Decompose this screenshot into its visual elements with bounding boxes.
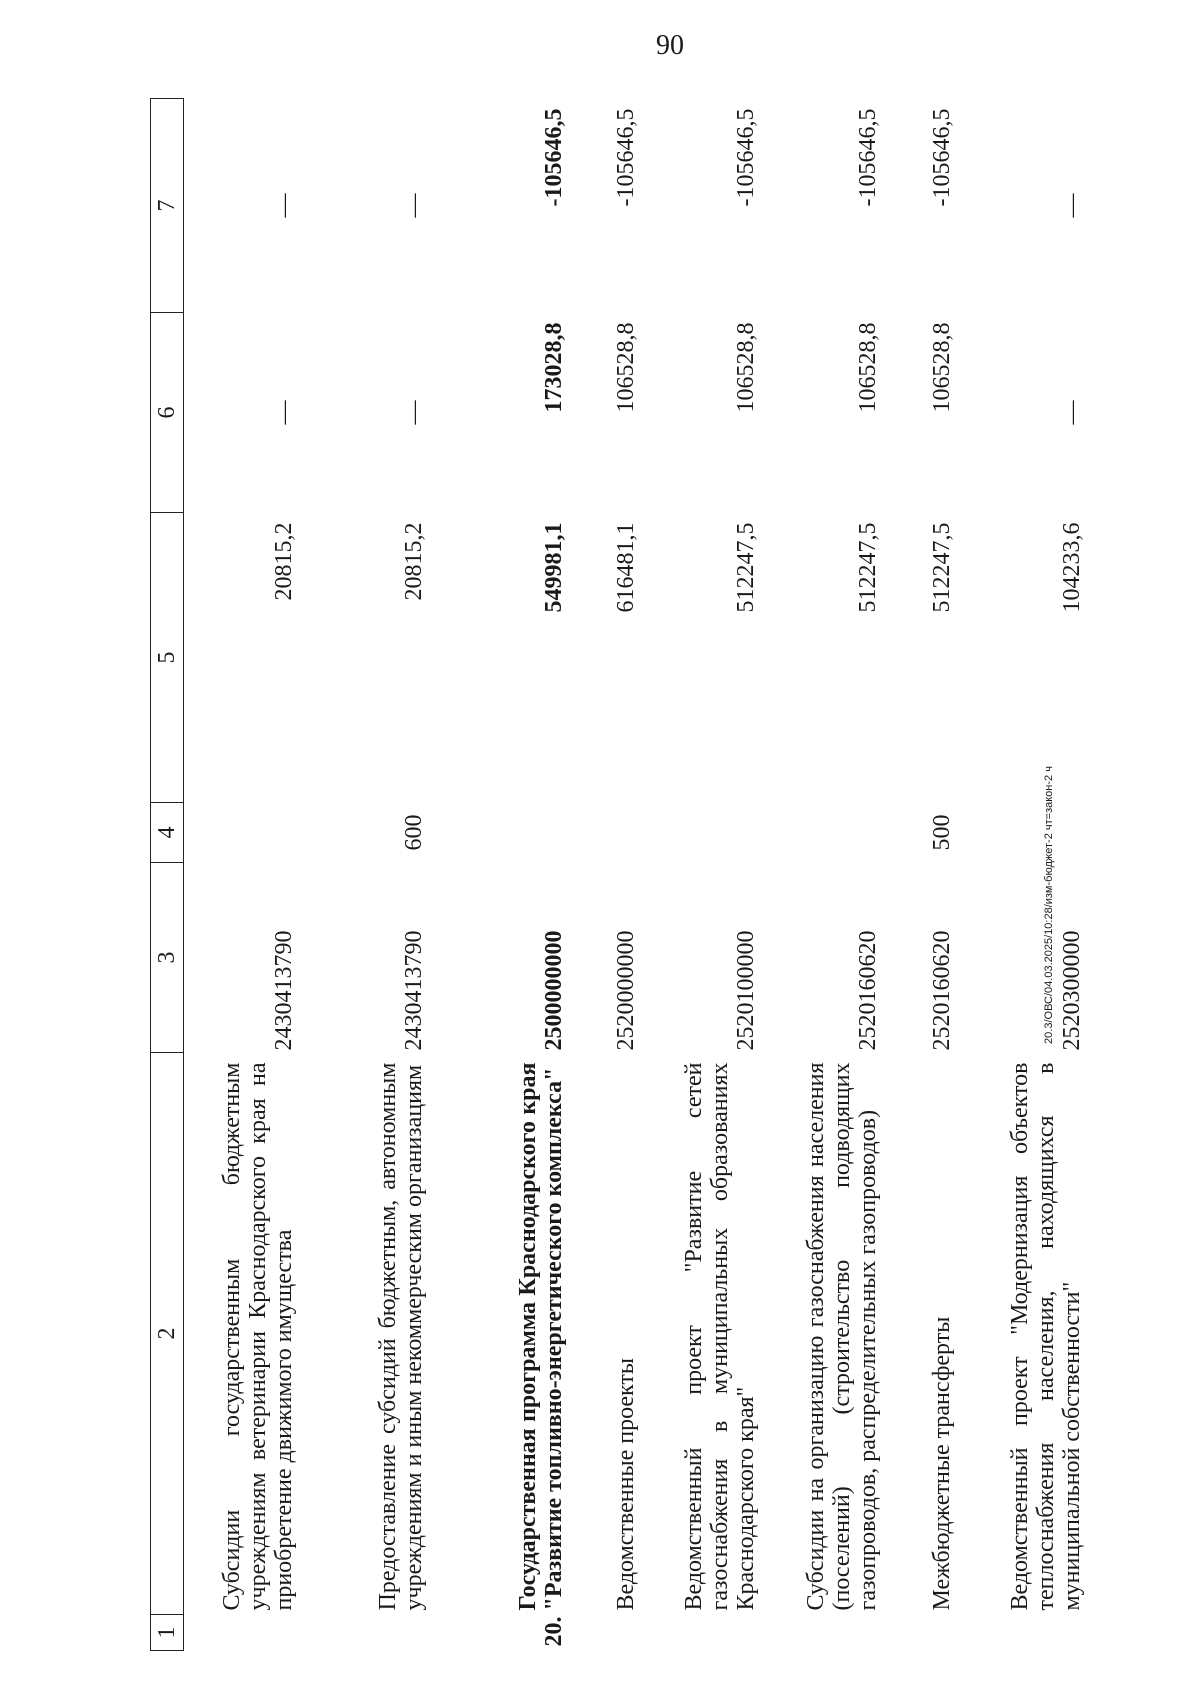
table-row — [964, 99, 1094, 1651]
row-value-6: — — [1059, 400, 1085, 425]
row-number: 20. — [541, 1616, 567, 1647]
row-expense-type: 600 — [401, 814, 427, 851]
budget-table — [150, 98, 1094, 1651]
row-value-6: 173028,8 — [541, 322, 567, 413]
row-value-5: 549981,1 — [541, 522, 567, 613]
row-expense-type — [436, 803, 576, 863]
row-value-5: 616481,1 — [613, 522, 639, 613]
header-cell: 2 — [151, 1053, 184, 1615]
table-row — [576, 99, 648, 1651]
row-expense-type — [576, 803, 648, 863]
row-value-5: 512247,5 — [855, 522, 881, 613]
row-value-5: 20815,2 — [271, 522, 297, 601]
row-description: Субсидии на организацию газоснабжения населения (поселений) (строительство подводящих газопроводов, распределительных газопроводов) — [803, 1062, 882, 1611]
row-value-7: — — [271, 193, 297, 218]
row-description: Предоставление субсидий бюджетным, автономным учреждениям и иным некоммерческим организациям — [375, 1062, 428, 1611]
table-header-row — [151, 99, 184, 1651]
row-number — [576, 1615, 648, 1651]
row-code: 2500000000 — [541, 930, 567, 1051]
document-footer: 20.3/ОВС/04.03.2025/10:28/изм-бюджет-2 чт=закон-2 ч — [1043, 766, 1055, 1044]
row-expense-type — [768, 803, 890, 863]
page-number: 90 — [656, 30, 684, 61]
row-code: 2430413790 — [271, 930, 297, 1051]
table-row — [890, 99, 964, 1651]
row-expense-type — [648, 803, 768, 863]
row-number — [768, 1615, 890, 1651]
row-value-6: 106528,8 — [733, 322, 759, 413]
header-cell: 7 — [151, 99, 184, 313]
row-value-7: -105646,5 — [855, 108, 881, 207]
row-value-5: 512247,5 — [733, 522, 759, 613]
row-description: Субсидии государственным бюджетным учреждениям ветеринарии Краснодарского края на приобретение движимого имущества — [219, 1062, 298, 1611]
row-expense-type — [184, 803, 307, 863]
row-code: 2520300000 — [1059, 930, 1085, 1051]
header-cell: 3 — [151, 863, 184, 1053]
row-description: Ведомственные проекты — [613, 1358, 640, 1611]
row-value-6: 106528,8 — [855, 322, 881, 413]
row-description: Государственная программа Краснодарского края "Развитие топливно-энергетического комплекса" — [515, 1062, 568, 1611]
row-value-6: 106528,8 — [613, 322, 639, 413]
table-row — [184, 99, 307, 1651]
header-cell: 6 — [151, 313, 184, 513]
row-value-7: — — [401, 193, 427, 218]
row-value-5: 20815,2 — [401, 522, 427, 601]
table-row — [436, 99, 576, 1651]
row-expense-type — [964, 803, 1094, 863]
row-code: 2520160620 — [855, 930, 881, 1051]
row-value-6: 106528,8 — [929, 322, 955, 413]
row-value-6: — — [271, 400, 297, 425]
row-description: Ведомственный проект "Развитие сетей газоснабжения в муниципальных образованиях Краснодарского края" — [681, 1062, 760, 1611]
table-row — [768, 99, 890, 1651]
header-cell: 5 — [151, 513, 184, 803]
table-row — [306, 99, 436, 1651]
row-value-7: -105646,5 — [929, 108, 955, 207]
row-code: 2520160620 — [929, 930, 955, 1051]
row-number — [964, 1615, 1094, 1651]
row-code: 2430413790 — [401, 930, 427, 1051]
row-number — [890, 1615, 964, 1651]
row-expense-type: 500 — [929, 814, 955, 851]
row-number — [184, 1615, 307, 1651]
row-value-5: 104233,6 — [1059, 522, 1085, 613]
row-number — [306, 1615, 436, 1651]
row-number — [648, 1615, 768, 1651]
row-value-7: -105646,5 — [733, 108, 759, 207]
table-row — [648, 99, 768, 1651]
row-code: 2520100000 — [733, 930, 759, 1051]
row-description: Ведомственный проект "Модернизация объектов теплоснабжения населения, находящихся в муниципальной собственности" — [1007, 1062, 1086, 1611]
row-code: 2520000000 — [613, 930, 639, 1051]
header-cell: 1 — [151, 1615, 184, 1651]
header-cell: 4 — [151, 803, 184, 863]
row-value-7: -105646,5 — [613, 108, 639, 207]
row-value-6: — — [401, 400, 427, 425]
row-description: Межбюджетные трансферты — [929, 1316, 956, 1611]
row-value-5: 512247,5 — [929, 522, 955, 613]
row-value-7: -105646,5 — [541, 108, 567, 207]
row-value-7: — — [1059, 193, 1085, 218]
